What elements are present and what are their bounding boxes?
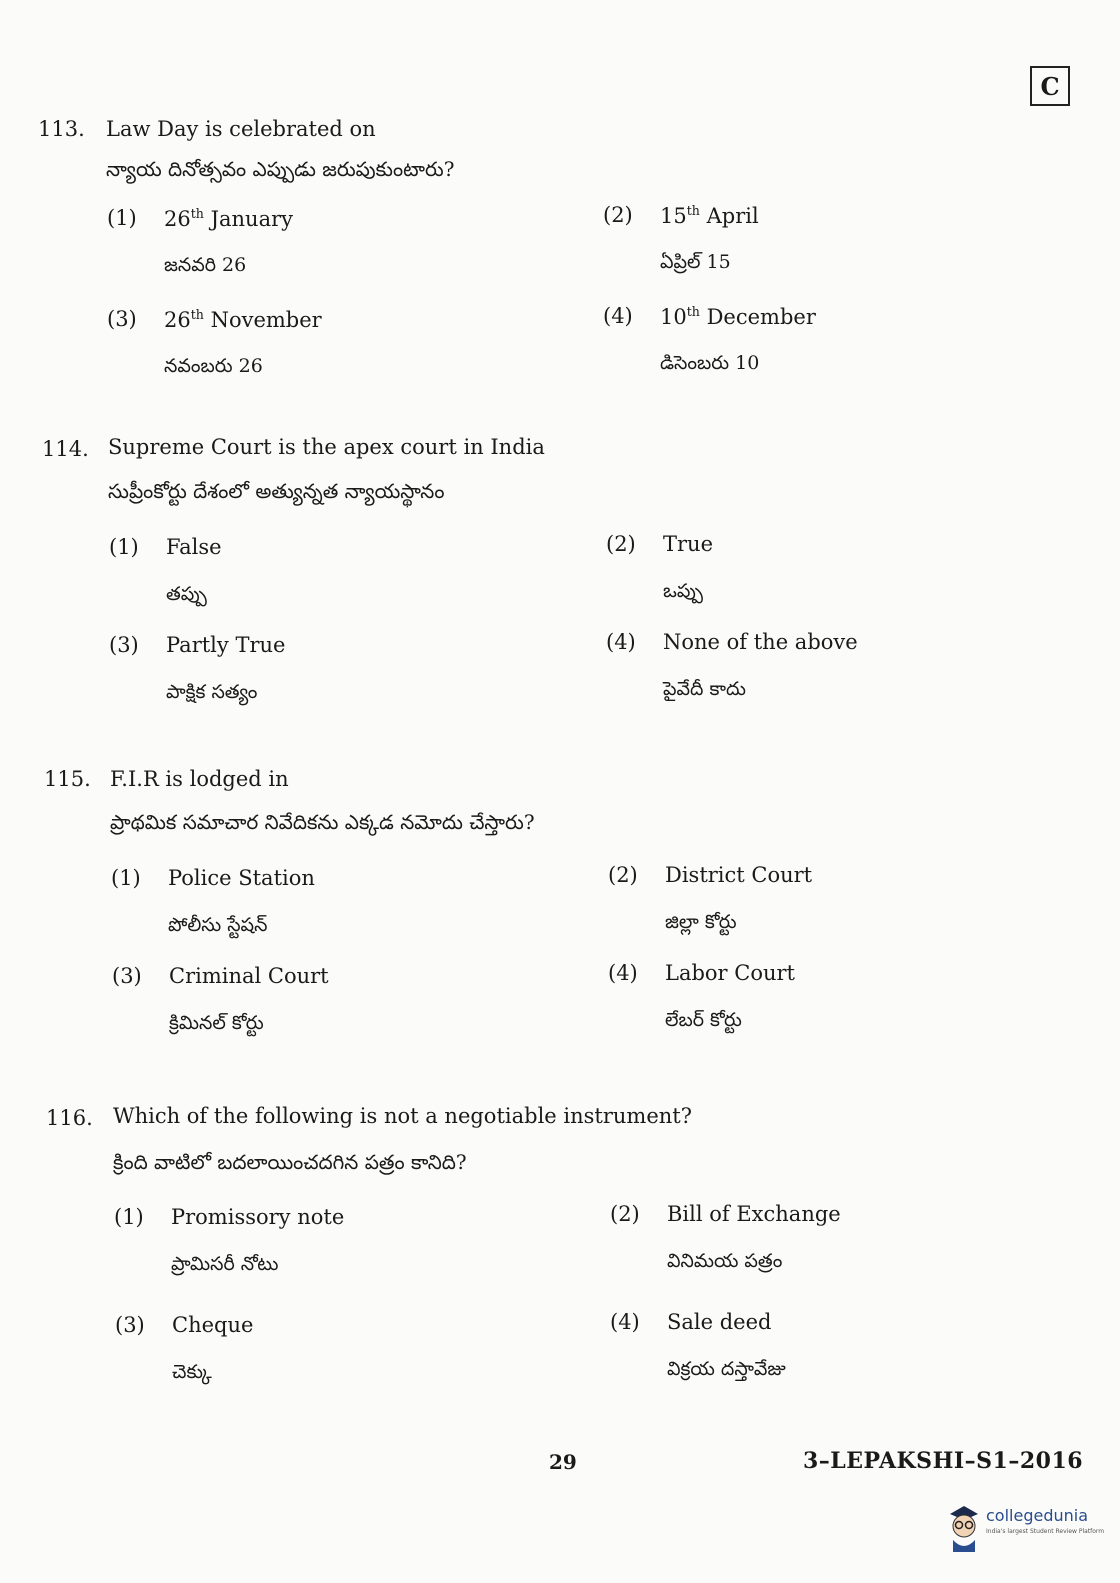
option-number: (3) (107, 307, 137, 331)
option-text: Police Station (168, 866, 315, 890)
option-number: (4) (608, 961, 638, 985)
paper-code: 3–LEPAKSHI–S1–2016 (803, 1448, 1084, 1474)
option-number: (2) (610, 1202, 640, 1226)
option-text-telugu: జిల్లా కోర్టు (665, 911, 737, 933)
option-3 (109, 633, 489, 723)
option-text-telugu: వినిమయ పత్రం (667, 1250, 783, 1272)
question-number: 114. (42, 437, 89, 461)
option-1 (111, 866, 491, 956)
question-text-telugu: క్రింది వాటిలో బదలాయించదగిన పత్రం కానిది? (113, 1150, 467, 1174)
watermark-brand: collegedunia (986, 1506, 1089, 1525)
option-text-telugu: తప్పు (166, 583, 207, 605)
question-number: 113. (38, 117, 85, 141)
option-text-telugu: ఒప్పు (663, 580, 703, 602)
mascot-icon (944, 1500, 984, 1552)
option-number: (1) (109, 535, 139, 559)
option-number: (4) (610, 1310, 640, 1334)
option-text: True (663, 532, 713, 556)
option-3 (115, 1313, 495, 1403)
option-text: False (166, 535, 222, 559)
option-text: 10th December (660, 304, 816, 329)
option-3 (107, 307, 487, 397)
set-code-box: C (1030, 66, 1070, 106)
option-number: (2) (603, 203, 633, 227)
option-text: Bill of Exchange (667, 1202, 841, 1226)
option-text-telugu: జనవరి 26 (164, 254, 247, 276)
option-text-telugu: విక్రయ దస్తావేజు (667, 1358, 786, 1380)
option-number: (4) (603, 304, 633, 328)
option-number: (1) (107, 206, 137, 230)
question-text: F.I.R is lodged in (110, 767, 289, 791)
collegedunia-watermark (944, 1500, 1104, 1552)
option-text: Criminal Court (169, 964, 329, 988)
option-text: 26th November (164, 307, 322, 332)
option-number: (3) (115, 1313, 145, 1337)
option-1 (109, 535, 489, 625)
option-number: (4) (606, 630, 636, 654)
option-text-telugu: లేబర్ కోర్టు (665, 1009, 742, 1031)
option-4 (610, 1310, 990, 1400)
question-text-telugu: సుప్రీంకోర్టు దేశంలో అత్యున్నత న్యాయస్థానం (108, 479, 445, 503)
option-text: None of the above (663, 630, 858, 654)
option-text-telugu: డిసెంబరు 10 (660, 352, 760, 374)
option-number: (3) (112, 964, 142, 988)
question-number: 116. (46, 1106, 93, 1130)
option-2 (610, 1202, 990, 1292)
option-text-telugu: క్రిమినల్ కోర్టు (169, 1012, 264, 1034)
watermark-tagline: India's largest Student Review Platform (986, 1528, 1105, 1535)
option-2 (606, 532, 986, 622)
option-text: Cheque (172, 1313, 254, 1337)
option-text: 15th April (660, 203, 759, 228)
option-2 (603, 203, 983, 293)
option-4 (608, 961, 988, 1051)
option-text: 26th January (164, 206, 293, 231)
question-text-telugu: ప్రాథమిక సమాచార నివేదికను ఎక్కడ నమోదు చేస్తారు? (110, 810, 535, 834)
option-text-telugu: ప్రామిసరీ నోటు (171, 1253, 279, 1275)
option-number: (2) (608, 863, 638, 887)
option-text: Promissory note (171, 1205, 345, 1229)
option-text: District Court (665, 863, 813, 887)
option-2 (608, 863, 988, 953)
option-text-telugu: పైవేదీ కాదు (663, 678, 746, 700)
option-text-telugu: పోలీసు స్టేషన్ (168, 914, 268, 936)
question-text: Law Day is celebrated on (106, 117, 376, 141)
question-number: 115. (44, 767, 91, 791)
option-text-telugu: ఏప్రిల్ 15 (660, 251, 731, 273)
option-1 (114, 1205, 494, 1295)
option-4 (606, 630, 986, 720)
option-4 (603, 304, 983, 394)
question-text: Supreme Court is the apex court in India (108, 435, 545, 459)
question-text-telugu: న్యాయ దినోత్సవం ఎప్పుడు జరుపుకుంటారు? (106, 157, 455, 181)
option-number: (2) (606, 532, 636, 556)
page-number: 29 (549, 1450, 577, 1474)
option-number: (3) (109, 633, 139, 657)
option-text: Partly True (166, 633, 286, 657)
option-text-telugu: చెక్కు (172, 1361, 212, 1383)
option-text-telugu: నవంబరు 26 (164, 355, 263, 377)
option-number: (1) (114, 1205, 144, 1229)
option-number: (1) (111, 866, 141, 890)
option-text: Labor Court (665, 961, 795, 985)
option-3 (112, 964, 492, 1054)
option-text: Sale deed (667, 1310, 772, 1334)
question-text: Which of the following is not a negotiable instrument? (113, 1104, 692, 1128)
option-1 (107, 206, 487, 296)
option-text-telugu: పాక్షిక సత్యం (166, 681, 258, 703)
